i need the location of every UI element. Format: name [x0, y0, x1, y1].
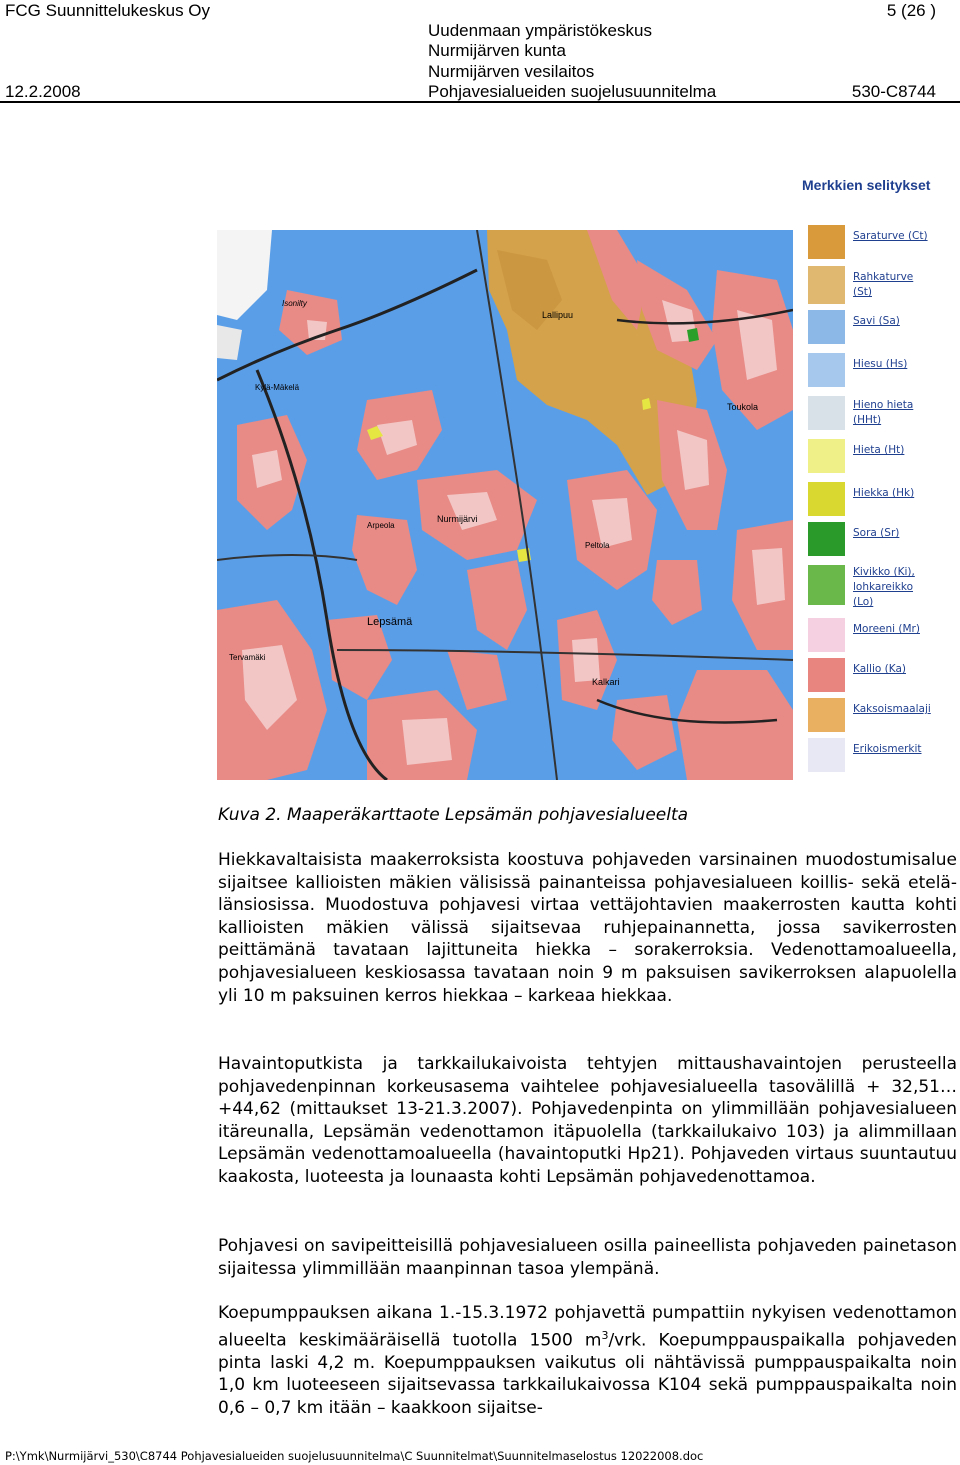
legend-swatch: [808, 658, 845, 692]
header-divider: [0, 101, 960, 103]
document-code: 530-C8744: [851, 82, 936, 101]
superscript-cubic: 3: [601, 1328, 609, 1342]
legend-label: Hiesu (Hs): [853, 358, 908, 370]
map-label-peltola: Peltola: [585, 541, 610, 550]
map-label-tervamaki: Tervamäki: [229, 653, 266, 662]
legend-label: Kivikko (Ki), lohkareikko (Lo): [853, 566, 915, 608]
legend-label: Savi (Sa): [853, 315, 900, 327]
legend-label: Kaksoismaalaji: [853, 703, 931, 715]
paragraph-4-part-a: Koepumppauksen aikana 1.-15.3.1972 pohjavettä pumpattiin nykyisen vedenottamon alueelta keskimääräisellä tuotolla 1500 m: [218, 1303, 957, 1351]
paragraph-1: Hiekkavaltaisista maakerroksista koostuva pohjaveden varsinainen muodostumisalue sijaitsee kallioisten mäkien välisissä painanteissa pohjavesialueen koillis- sekä etelä-länsiosissa. Muodostuva pohjavesi virtaa vettäjohtavien maakerrosten kautta kohti kallioisten mäkien välissä sijaitsevaa ruhjepainannetta, jossa savikerrosten peittämänä tavataan lajittuneita hiekka – sorakerroksia. Vedenottamoalueella, pohjavesialueen keskiosassa tavataan noin 9 m paksuisen savikerroksen alapuolella yli 10 m paksuinen kerros hiekkaa – karkeaa hiekkaa.: [218, 850, 957, 1006]
soil-map-image: [217, 230, 793, 780]
map-label-lallipuu: Lallipuu: [542, 310, 574, 320]
document-title: Pohjavesialueiden suojelusuunnitelma: [428, 82, 717, 101]
legend-swatch: [808, 482, 845, 516]
company-name: FCG Suunnittelukeskus Oy: [5, 1, 211, 20]
map-label-toukola: Toukola: [727, 402, 759, 412]
paragraph-3: Pohjavesi on savipeitteisillä pohjavesialueen osilla paineellista pohjaveden painetason sijaitessa ylimmillään maanpinnan tasoa ylempänä.: [218, 1236, 957, 1279]
legend-swatch: [808, 618, 845, 652]
paragraph-2: Havaintoputkista ja tarkkailukaivoista tehtyjen mittaushavaintojen perusteella pohjavedenpinnan korkeusasema vaihtelee pohjavesialueella tasovälillä + 32,51…+44,62 (mittaukset 13-21.3.2007). Pohjavedenpinta on ylimmillään pohjavesialueen itäreunalla, Lepsämän vedenottamon itäpuolella (tarkkailukaivo 103) ja alimmillaan Lepsämän vedenottamoalueella (havaintoputki Hp21). Pohjaveden virtaus suuntautuu kaakosta, luoteesta ja lounaasta kohti Lepsämän pohjavedenottamoa.: [218, 1054, 957, 1187]
legend-label: Moreeni (Mr): [853, 623, 920, 635]
map-label-isonilty: Isonilty: [282, 299, 307, 308]
footer-file-path: P:\Ymk\Nurmijärvi_530\C8744 Pohjavesialueiden suojelusuunnitelma\C Suunnitelmat\Suunnitelmaselostus 12022008.doc: [5, 1449, 704, 1463]
client-name-2: Nurmijärven kunta: [428, 41, 566, 60]
legend-label: Saraturve (Ct): [853, 230, 928, 242]
client-name-3: Nurmijärven vesilaitos: [428, 62, 595, 81]
legend-label: Kallio (Ka): [853, 663, 906, 675]
figure-caption: Kuva 2. Maaperäkarttaote Lepsämän pohjavesialueelta: [218, 805, 689, 825]
map-label-nurmijarvi: Nurmijärvi: [437, 514, 478, 524]
map-label-kyla-makela: Kylä-Mäkelä: [255, 383, 300, 392]
page-number: 5 (26 ): [886, 1, 936, 20]
legend-title: Merkkien selitykset: [802, 177, 931, 193]
legend-label: Hieta (Ht): [853, 444, 905, 456]
legend-label: Erikoismerkit: [853, 743, 922, 755]
legend-label: Sora (Sr): [853, 527, 900, 539]
map-label-arpeola: Arpeola: [367, 521, 395, 530]
paragraph-4: [218, 1302, 957, 1420]
legend-swatch: [808, 396, 845, 430]
legend-swatch: [808, 353, 845, 387]
document-date: 12.2.2008: [5, 82, 81, 101]
legend-swatch: [808, 310, 845, 344]
legend-label: Hiekka (Hk): [853, 487, 915, 499]
legend-swatch: [808, 225, 845, 259]
legend-swatch: [808, 698, 845, 732]
map-label-lepsama: Lepsämä: [367, 616, 413, 628]
legend-swatch: [808, 266, 845, 304]
legend-swatch: [808, 522, 845, 556]
legend-label: Hieno hieta (HHt): [853, 399, 914, 426]
legend-swatch: [808, 565, 845, 605]
legend-label: Rahkaturve (St): [853, 271, 914, 298]
legend-swatch: [808, 439, 845, 473]
client-name-1: Uudenmaan ympäristökeskus: [428, 21, 652, 40]
legend-swatch: [808, 738, 845, 772]
map-label-kalkari: Kalkari: [592, 677, 620, 687]
paragraph-4-part-b: /vrk. Koepumppauspaikalla pohjaveden pinta laski 4,2 m. Koepumppauksen vaikutus oli nähtävissä pumppauspaikalta noin 1,0 km luoteeseen sijaitsevassa tarkkailukaivossa K104 sekä pumppauspaikalta noin 0,6 – 0,7 km itään – kaakkoon sijaitse-: [218, 1330, 957, 1419]
